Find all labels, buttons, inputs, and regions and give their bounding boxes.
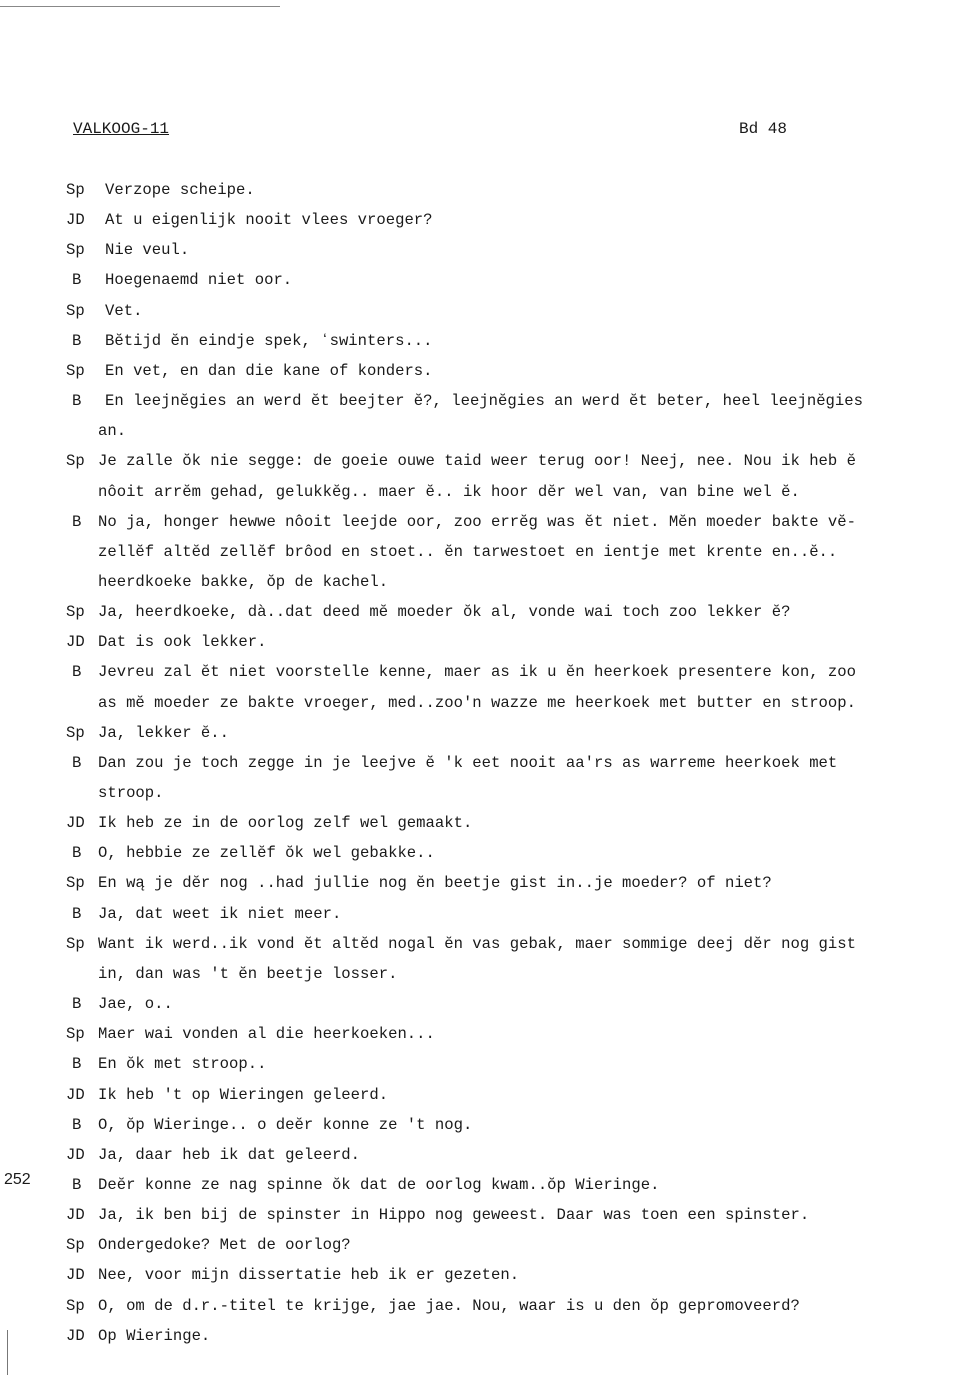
utterance-text: En ŏk met stroop.. — [98, 1055, 267, 1074]
utterance-text: Bĕtijd ĕn eindje spek, ʻswinters... — [105, 331, 433, 350]
utterance-text: En leejnĕgies an werd ĕt beejter ĕ?, leejnĕgies an werd ĕt beter, heel leejnĕgies — [105, 392, 863, 411]
utterance-text: Maer wai vonden al die heerkoeken... — [98, 1025, 435, 1044]
utterance-text: Ik heb 't op Wieringen geleerd. — [98, 1085, 389, 1104]
utterance-text: Hoegenaemd niet oor. — [105, 271, 293, 290]
transcript-line — [0, 751, 954, 775]
transcript-line — [0, 1173, 954, 1197]
speaker-label: Sp — [66, 603, 85, 622]
speaker-label: JD — [66, 1145, 85, 1164]
utterance-text: in, dan was 't ĕn beetje losser. — [98, 964, 398, 983]
document-title: VALKOOG-11 — [73, 120, 170, 138]
utterance-text: Nee, voor mijn dissertatie heb ik er gezeten. — [98, 1266, 520, 1285]
transcript-line — [0, 329, 954, 353]
utterance-text: Dat is ook lekker. — [98, 633, 267, 652]
speaker-label: Sp — [66, 934, 85, 953]
utterance-text: Dan zou je toch zegge in je leejve ĕ 'k eet nooit aa'rs as warreme heerkoek met — [98, 753, 838, 772]
utterance-text: O, om de d.r.-titel te krijge, jae jae. Nou, waar is u den ŏp gepromoveerd? — [98, 1296, 800, 1315]
speaker-label: B — [72, 392, 82, 411]
speaker-label: B — [72, 1055, 82, 1074]
transcript-line — [0, 268, 954, 292]
transcript-line — [0, 721, 954, 745]
utterance-text: Jae, o.. — [98, 995, 173, 1014]
speaker-label: Sp — [66, 1236, 85, 1255]
transcript-line — [0, 1052, 954, 1076]
transcript-line — [0, 419, 954, 443]
transcript-line — [0, 1203, 954, 1227]
transcript-line — [0, 238, 954, 262]
transcript-line — [0, 449, 954, 473]
utterance-text: zellĕf altĕd zellĕf brôod en stoet.. ĕn tarwestoet en ientje met krente en..ĕ.. — [98, 542, 838, 561]
utterance-text: Jevreu zal ĕt niet voorstelle kenne, maer as ik u ĕn heerkoek presentere kon, zoo — [98, 663, 856, 682]
transcript-line — [0, 630, 954, 654]
transcript-line — [0, 932, 954, 956]
transcript-line — [0, 389, 954, 413]
speaker-label: JD — [66, 633, 85, 652]
page-number: Bd 48 — [739, 120, 788, 138]
transcript-line — [0, 1113, 954, 1137]
speaker-label: Sp — [66, 874, 85, 893]
transcript-line — [0, 902, 954, 926]
speaker-label: JD — [66, 211, 85, 230]
transcript-line — [0, 1324, 954, 1348]
transcript-line — [0, 1083, 954, 1107]
utterance-text: Ja, daar heb ik dat geleerd. — [98, 1145, 361, 1164]
transcript-line — [0, 1143, 954, 1167]
transcript-line — [0, 781, 954, 805]
speaker-label: Sp — [66, 241, 85, 260]
utterance-text: Verzope scheipe. — [105, 181, 255, 199]
utterance-text: heerdkoeke bakke, ŏp de kachel. — [98, 572, 389, 591]
transcript-line — [0, 1263, 954, 1287]
transcript-line — [0, 600, 954, 624]
utterance-text: Op Wieringe. — [98, 1326, 211, 1345]
transcript-line — [0, 299, 954, 323]
transcript-line — [0, 208, 954, 232]
transcript-line — [0, 359, 954, 383]
utterance-text: Deĕr konne ze nag spinne ŏk dat de oorlog kwam..ŏp Wieringe. — [98, 1175, 660, 1194]
utterance-text: Ondergedoke? Met de oorlog? — [98, 1236, 351, 1255]
speaker-label: JD — [66, 1206, 85, 1225]
speaker-label: B — [72, 663, 82, 682]
margin-note: 252 — [4, 1171, 31, 1188]
speaker-label: Sp — [66, 1296, 85, 1315]
transcript-line — [0, 841, 954, 865]
transcript-line — [0, 480, 954, 504]
speaker-label: JD — [66, 1326, 85, 1345]
speaker-label: B — [72, 331, 82, 350]
utterance-text: Nie veul. — [105, 241, 190, 260]
transcript-line — [0, 570, 954, 594]
speaker-label: B — [72, 1175, 82, 1194]
utterance-text: En vet, en dan die kane of konders. — [105, 361, 433, 380]
transcript-line — [0, 178, 954, 202]
speaker-label: B — [72, 753, 82, 772]
speaker-label: JD — [66, 814, 85, 833]
speaker-label: JD — [66, 1085, 85, 1104]
utterance-text: En wą je dĕr nog ..had jullie nog ĕn beetje gist in..je moeder? of niet? — [98, 874, 772, 893]
utterance-text: At u eigenlijk nooit vlees vroeger? — [105, 211, 433, 230]
utterance-text: Vet. — [105, 301, 143, 320]
utterance-text: an. — [98, 422, 127, 441]
speaker-label: B — [72, 995, 82, 1014]
speaker-label: B — [72, 1115, 82, 1134]
speaker-label: B — [72, 271, 82, 290]
utterance-text: O, ŏp Wieringe.. o deĕr konne ze 't nog. — [98, 1115, 473, 1134]
transcript-line — [0, 660, 954, 684]
transcript-line — [0, 1294, 954, 1318]
transcript-line — [0, 992, 954, 1016]
speaker-label: Sp — [66, 452, 85, 471]
utterance-text: No ja, honger hewwe nôoit leejde oor, zoo errĕg was ĕt niet. Mĕn moeder bakte vĕ- — [98, 512, 856, 531]
transcript-line — [0, 962, 954, 986]
utterance-text: O, hebbie ze zellĕf ŏk wel gebakke.. — [98, 844, 435, 863]
transcript-line — [0, 510, 954, 534]
transcript-line — [0, 811, 954, 835]
speaker-label: Sp — [66, 361, 85, 380]
top-rule — [0, 6, 280, 7]
utterance-text: Ja, heerdkoeke, dà..dat deed mĕ moeder ŏk al, vonde wai toch zoo lekker ĕ? — [98, 603, 791, 622]
speaker-label: Sp — [66, 1025, 85, 1044]
utterance-text: Je zalle ŏk nie segge: de goeie ouwe taid weer terug oor! Neej, nee. Nou ik heb ĕ — [98, 452, 856, 471]
speaker-label: Sp — [66, 301, 85, 320]
utterance-text: Ja, dat weet ik niet meer. — [98, 904, 342, 923]
speaker-label: B — [72, 512, 82, 531]
speaker-label: JD — [66, 1266, 85, 1285]
transcript-line — [0, 871, 954, 895]
utterance-text: Ja, ik ben bij de spinster in Hippo nog geweest. Daar was toen een spinster. — [98, 1206, 810, 1225]
speaker-label: Sp — [66, 723, 85, 742]
utterance-text: Ja, lekker ĕ.. — [98, 723, 230, 742]
utterance-text: Want ik werd..ik vond ĕt altĕd nogal ĕn vas gebak, maer sommige deej dĕr nog gist — [98, 934, 856, 953]
speaker-label: B — [72, 844, 82, 863]
utterance-text: Ik heb ze in de oorlog zelf wel gemaakt. — [98, 814, 473, 833]
transcript-line — [0, 1233, 954, 1257]
speaker-label: B — [72, 904, 82, 923]
utterance-text: as mĕ moeder ze bakte vroeger, med..zoo'n wazze me heerkoek met butter en stroop. — [98, 693, 856, 712]
transcript-line — [0, 540, 954, 564]
transcript-line — [0, 1022, 954, 1046]
transcript-line — [0, 691, 954, 715]
utterance-text: stroop. — [98, 784, 164, 802]
utterance-text: nôoit arrĕm gehad, gelukkĕg.. maer ĕ.. ik hoor dĕr wel van, van bine wel ĕ. — [98, 482, 800, 501]
speaker-label: Sp — [66, 181, 85, 199]
